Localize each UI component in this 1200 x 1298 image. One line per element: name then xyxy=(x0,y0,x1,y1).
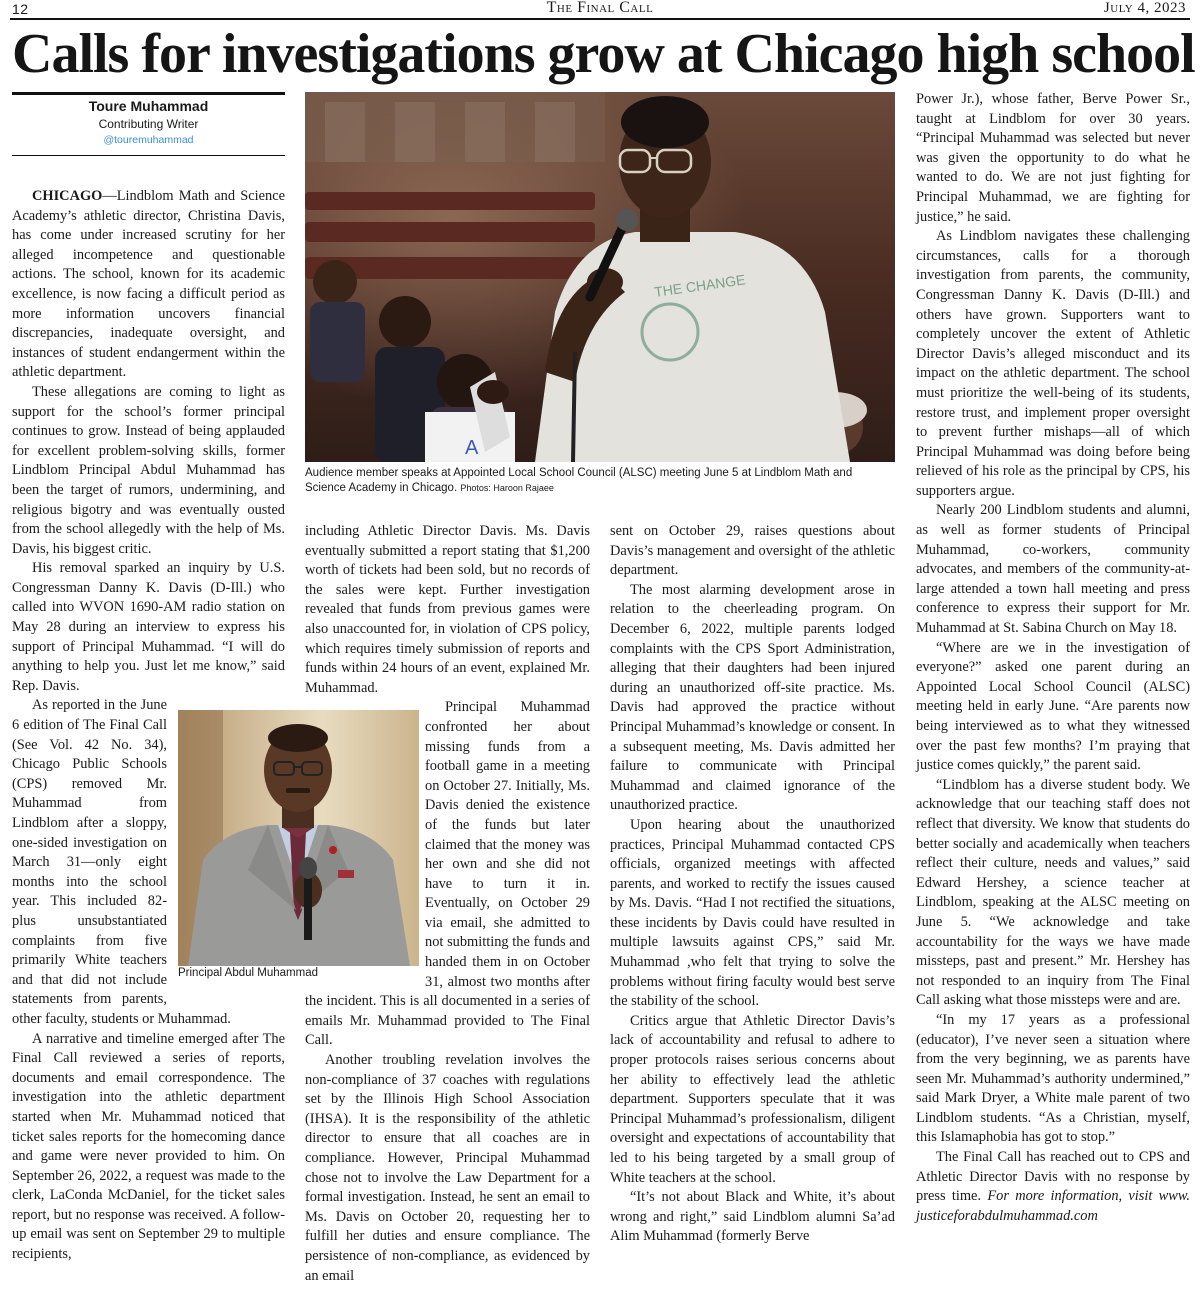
paragraph: including Athletic Director Davis. Ms. Davis eventually submitted a report stating that $1,200 worth of tickets had been sold, but no records of the sales were kept. Further investigation revealed that funds from previous games were also unaccounted for, in violation of CPS policy, which requires timely submission of reports and funds within 24 hours of an event, explained Mr. Muhammad. xyxy=(305,523,590,696)
article-column-4 xyxy=(916,90,1190,1226)
author-role: Contributing Writer xyxy=(98,117,199,131)
paragraph: His removal sparked an inquiry by U.S. Congressman Danny K. Davis (D-Ill.) who called into WVON 1690-AM radio station on May 28 during an interview to express his support of Principal Muhammad. “I will do anything to help you. Just let me know,” said Rep. Davis. xyxy=(12,560,285,694)
main-photo-caption: Audience member speaks at Appointed Local School Council (ALSC) meeting June 5 at Lindblom Math and Science Academy in Chicago. Photos: Haroon Rajaee xyxy=(305,467,853,494)
paragraph: “Lindblom has a diverse student body. We acknowledge that our teaching staff does not reflect that diversity. We know that students do better socially and academically when teachers reflect their culture, needs and values,” said Edward Hershey, a science teacher at Lindblom, speaking at the ALSC meeting on June 5. “We acknowledge and take accountability for the ways we have made missteps, past and present.” Mr. Hershey has not responded to an inquiry from The Final Call asking what those missteps were and are. xyxy=(916,776,1190,1009)
paragraph: “In my 17 years as a professional (educator), I’ve never seen a situation where from the very beginning, we as parents have seen Mr. Muhammad’s authority undermined,” said Mark Dryer, a White male parent of two Lindblom students. “As a Christian, myself, this Islamaphobia has got to stop.” xyxy=(916,1011,1190,1146)
paragraph: Critics argue that Athletic Director Davis’s lack of accountability and refusal to adhere to proper protocols raises serious concerns about her ability to effectively lead the athletic department. Supporters speculate that it was Principal Muhammad’s professionalism, diligent oversight and expectations of accountability that led to his being targeted by a small group of White teachers at the school. xyxy=(610,1012,895,1186)
byline xyxy=(12,92,285,156)
paragraph: As Lindblom navigates these challenging circumstances, calls for a thorough investigation from parents, the community, Congressman Danny K. Davis (D-Ill.) and others have grown. Supporters want to completely uncover the extent of Athletic Director Davis’s alleged misconduct and its impact on the athletic department. The school must prioritize the well-being of its students, restore trust, and implement proper oversight to prevent further mishaps—all of which Principal Muhammad was doing before being relieved of his role as the principal by CPS, his supporters argue. xyxy=(916,228,1190,499)
paragraph: sent on October 29, raises questions about Davis’s management and oversight of the athletic department. xyxy=(610,523,895,579)
paragraph: The Final Call has reached out to CPS and Athletic Director Davis with no response by press time. For more information, visit www. justiceforabdulmuhammad.com xyxy=(916,1149,1190,1224)
paragraph: Nearly 200 Lindblom students and alumni, as well as former students of Principal Muhammad, co-workers, community advocates, and members of the community-at-large attended a town hall meeting and press conference to express their support for Mr. Muhammad at St. Sabina Church on May 18. xyxy=(916,502,1190,637)
page-number: 12 xyxy=(12,1,29,17)
paragraph: These allegations are coming to light as support for the school’s former principal continues to grow. Instead of being applauded for excellent problem-solving skills, former Lindblom Principal Abdul Muhammad has been the target of rumors, undermining, and religious bigotry and was eventually ousted from the school allegedly with the help of Ms. Davis, his biggest critic. xyxy=(12,383,285,557)
author-handle[interactable]: @touremuhammad xyxy=(103,134,194,146)
paragraph: Power Jr.), whose father, Berve Power Sr., taught at Lindblom for over 30 years. “Principal Muhammad was selected but never was given the opportunity to do what he wanted to do. We are not just fighting for Principal Muhammad, we are fighting for justice,” he said. xyxy=(916,91,1190,225)
inset-photo-caption: Principal Abdul Muhammad xyxy=(178,966,419,980)
newspaper-name: The Final Call xyxy=(546,0,654,16)
photo-credit: Photos: Haroon Rajaee xyxy=(460,483,554,493)
inset-photo xyxy=(178,710,419,966)
headline: Calls for investigations grow at Chicago high school xyxy=(12,23,1195,85)
paragraph: “It’s not about Black and White, it’s about wrong and right,” said Lindblom alumni Sa’ad Alim Muhammad (formerly Berve xyxy=(610,1189,895,1245)
issue-date: July 4, 2023 xyxy=(1103,0,1186,16)
page-header xyxy=(10,0,1190,20)
author-name: Toure Muhammad xyxy=(88,98,209,114)
paragraph: “Where are we in the investigation of everyone?” asked one parent during an Appointed Local School Council (ALSC) meeting held in early June. “Are parents now being interviewed as to what they witnessed over the past few months? I’m praying that justice comes quickly,” the parent said. xyxy=(916,639,1190,774)
sign-text: A xyxy=(465,437,479,459)
more-info-link[interactable]: For more information, visit www. justiceforabdulmuhammad.com xyxy=(916,1188,1190,1224)
paragraph: A narrative and timeline emerged after The Final Call reviewed a series of reports, documents and email correspondence. The investigation into the athletic department started when Mr. Muhammad noticed that ticket sales reports for the homecoming dance and game were never provided to him. On September 26, 2022, a request was made to the clerk, LaConda McDaniel, for the ticket sales report, but no response was received. A follow-up email was sent on September 29 to multiple recipients, xyxy=(12,1030,285,1263)
paragraph: Another troubling revelation involves the non-compliance of 37 coaches with regulations set by the Illinois High School Association (IHSA). It is the responsibility of the athletic director to ensure that all coaches are in compliance. However, Principal Muhammad chose not to involve the Law Department for a formal investigation. Instead, he sent an email to Ms. Davis on October 20, requesting her to fulfill her duties and ensure compliance. The persistence of non-compliance, as evidenced by an email xyxy=(305,1052,590,1284)
main-photo xyxy=(305,92,895,462)
paragraph: The most alarming development arose in relation to the cheerleading program. On December 6, 2022, multiple parents lodged complaints with the CPS Sport Administration, alleging that their daughters had been injured during an unauthorized off-site practice. Ms. Davis had approved the practice without Principal Muhammad’s knowledge or consent. In a subsequent meeting, Ms. Davis admitted her failure to communicate with Principal Muhammad and claimed ignorance of the unauthorized practice. xyxy=(610,581,895,814)
shirt-text: THE CHANGE xyxy=(653,271,747,300)
paragraph: CHICAGO—Lindblom Math and Science Academy’s athletic director, Christina Davis, has come under increased scrutiny for her alleged incompetence and questionable actions. The school, known for its academic excellence, is now facing a difficult period as more information uncovers financial discrepancies, inadequate oversight, and instances of student endangerment within the athletic department. xyxy=(12,188,285,381)
paragraph: Principal Muhammad confronted her about missing funds from a football game in a meeting on October 27. Initially, Ms. Davis denied the existence of the funds but later claimed that the money was her own and she did not have to turn it in. Eventually, on October 29 via email, she admitted to not submitting the funds and handed them in on October 31, almost two months after the incident. This is all documented in a series of emails Mr. Muhammad provided to The Final Call. xyxy=(305,699,590,1049)
dateline: CHICAGO xyxy=(32,188,103,204)
paragraph: As reported in the June 6 edition of The Final Call (See Vol. 42 No. 34), Chicago Public Schools (CPS) removed Mr. Muhammad from Lindblom after a sloppy, one-sided investigation on March 31—only eight months into the school year. This included 82-plus unsubstantiated complaints from five primarily White teachers and that did not include statements from parents, other faculty, students or Muhammad. xyxy=(12,696,285,1029)
article-column-3 xyxy=(610,522,895,1247)
paragraph: Upon hearing about the unauthorized practices, Principal Muhammad contacted CPS officials, organized meetings with affected parents, and worked to rectify the issues caused by Ms. Davis. “Had I not rectified the situations, these incidents by Davis could have resulted in multiple lawsuits against CPS,” said Mr. Muhammad ,who felt that trying to solve the problems without firing faculty would best serve the stability of the school. xyxy=(610,816,895,1010)
